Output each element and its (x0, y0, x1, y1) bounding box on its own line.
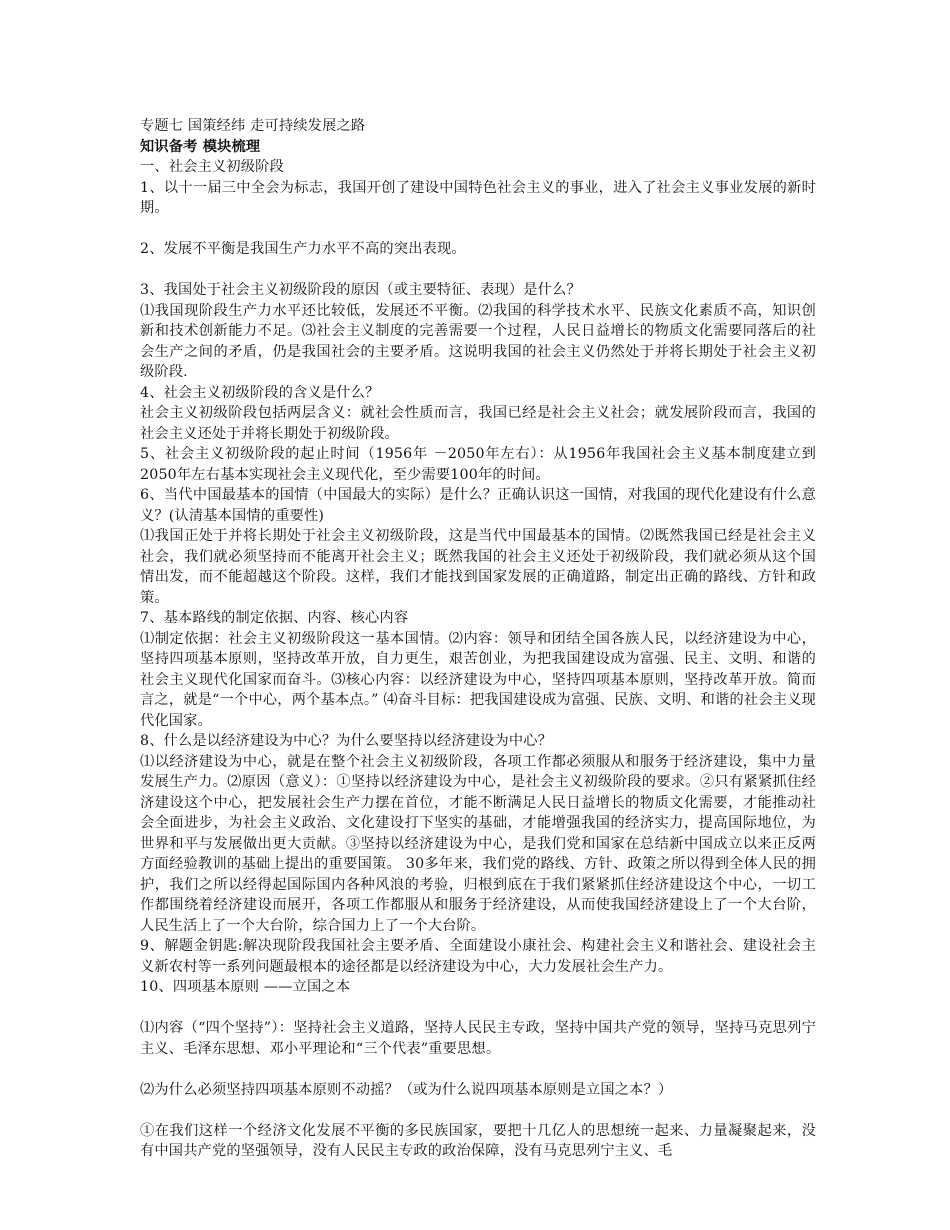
paragraph-5: 5、社会主义初级阶段的起止时间（1956年 －2050年左右）：从1956年我国社会主义基本制度建立到2050年左右基本实现社会主义现代化，至少需要100年的时间。 (140, 446, 816, 483)
section-heading: 一、社会主义初级阶段 (140, 159, 284, 175)
answer-7: ⑴制定依据：社会主义初级阶段这一基本国情。⑵内容：领导和团结全国各族人民，以经济建设为中心，坚持四项基本原则，坚持改革开放，自力更生，艰苦创业，为把我国建设成为富强、民主、文明、和谐的社会主义现代化国家而奋斗。⑶核心内容：以经济建设为中心，坚持四项基本原则，坚持改革开放。简而言之，就是“一个中心，两个基本点。” ⑷奋斗目标：把我国建设成为富强、民族、文明、和谐的社会主义现代化国家。 (140, 630, 816, 729)
question-4: 4、社会主义初级阶段的含义是什么？ (140, 384, 380, 401)
question-3: 3、我国处于社会主义初级阶段的原因（或主要特征、表现）是什么？ (140, 282, 581, 298)
paragraph-9: 9、解题金钥匙:解决现阶段我国社会主要矛盾、全面建设小康社会、构建社会主义和谐社会、建设社会主义新农村等一系列问题最根本的途径都是以经济建设为中心，大力发展社会生产力。 (140, 938, 816, 975)
answer-3: ⑴我国现阶段生产力水平还比较低，发展还不平衡。⑵我国的科学技术水平、民族文化素质不高，知识创新和技术创新能力不足。⑶社会主义制度的完善需要一个过程，人民日益增长的物质文化需要同落后的社会生产之间的矛盾，仍是我国社会的主要矛盾。这说明我国的社会主义仍然处于并将长期处于社会主义初级阶段. (140, 302, 816, 380)
paragraph-10-3: ①在我们这样一个经济文化发展不平衡的多民族国家，要把十几亿人的思想统一起来、力量凝聚起来，没有中国共产党的坚强领导，没有人民民主专政的政治保障，没有马克思列宁主义、毛 (140, 1122, 816, 1159)
paragraph-10-2: ⑵为什么必须坚持四项基本原则不动摇？（或为什么说四项基本原则是立国之本？） (140, 1081, 673, 1098)
spacer (140, 260, 816, 281)
spacer (140, 998, 816, 1019)
paragraph-10-1: ⑴内容（“四个坚持”）：坚持社会主义道路，坚持人民民主专政，坚持中国共产党的领导，坚持马克思列宁主义、毛泽东思想、邓小平理论和“三个代表”重要思想。 (140, 1020, 816, 1057)
spacer (140, 219, 816, 240)
paragraph-2: 2、发展不平衡是我国生产力水平不高的突出表现。 (140, 241, 466, 257)
spacer (140, 1100, 816, 1121)
question-7: 7、基本路线的制定依据、内容、核心内容 (140, 610, 409, 626)
spacer (140, 1059, 816, 1080)
answer-6: ⑴我国正处于并将长期处于社会主义初级阶段，这是当代中国最基本的国情。⑵既然我国已经是社会主义社会，我们就必须坚持而不能离开社会主义；既然我国的社会主义还处于初级阶段，我们就必须从这个国情出发，而不能超越这个阶段。这样，我们才能找到国家发展的正确道路，制定出正确的路线、方针和政策。 (140, 528, 816, 606)
document-subtitle: 知识备考 模块梳理 (140, 138, 261, 155)
document-title: 专题七 国策经纬 走可持续发展之路 (140, 118, 366, 134)
paragraph-1: 1、以十一届三中全会为标志，我国开创了建设中国特色社会主义的事业，进入了社会主义事业发展的新时期。 (140, 179, 816, 216)
answer-4: 社会主义初级阶段包括两层含义：就社会性质而言，我国已经是社会主义社会；就发展阶段而言，我国的社会主义还处于并将长期处于初级阶段。 (140, 405, 816, 442)
answer-8: ⑴以经济建设为中心，就是在整个社会主义初级阶段，各项工作都必须服从和服务于经济建设，集中力量发展生产力。⑵原因（意义）：①坚持以经济建设为中心，是社会主义初级阶段的要求。②只有紧紧抓住经济建设这个中心，把发展社会生产力摆在首位，才能不断满足人民日益增长的物质文化需要，才能推动社会全面进步，为社会主义政治、文化建设打下坚实的基础，才能增强我国的经济实力，提高国际地位，为世界和平与发展做出更大贡献。③坚持以经济建设为中心，是我们党和国家在总结新中国成立以来正反两方面经验教训的基础上提出的重要国策。 30多年来，我们党的路线、方针、政策之所以得到全体人民的拥护，我们之所以经得起国际国内各种风浪的考验，归根到底在于我们紧紧抓住经济建设这个中心，一切工作都围绕着经济建设而展开，各项工作都服从和服务于经济建设，从而使我国经济建设上了一个大台阶，人民生活上了一个大台阶，综合国力上了一个大台阶。 (140, 753, 816, 934)
document-page (140, 116, 816, 1162)
question-8: 8、什么是以经济建设为中心？为什么要坚持以经济建设为中心？ (140, 733, 553, 749)
section-10-heading: 10、四项基本原则 ——立国之本 (140, 979, 351, 995)
question-6: 6、当代中国最基本的国情（中国最大的实际）是什么？正确认识这一国情，对我国的现代化建设有什么意义？(认清基本国情的重要性) (140, 487, 816, 524)
